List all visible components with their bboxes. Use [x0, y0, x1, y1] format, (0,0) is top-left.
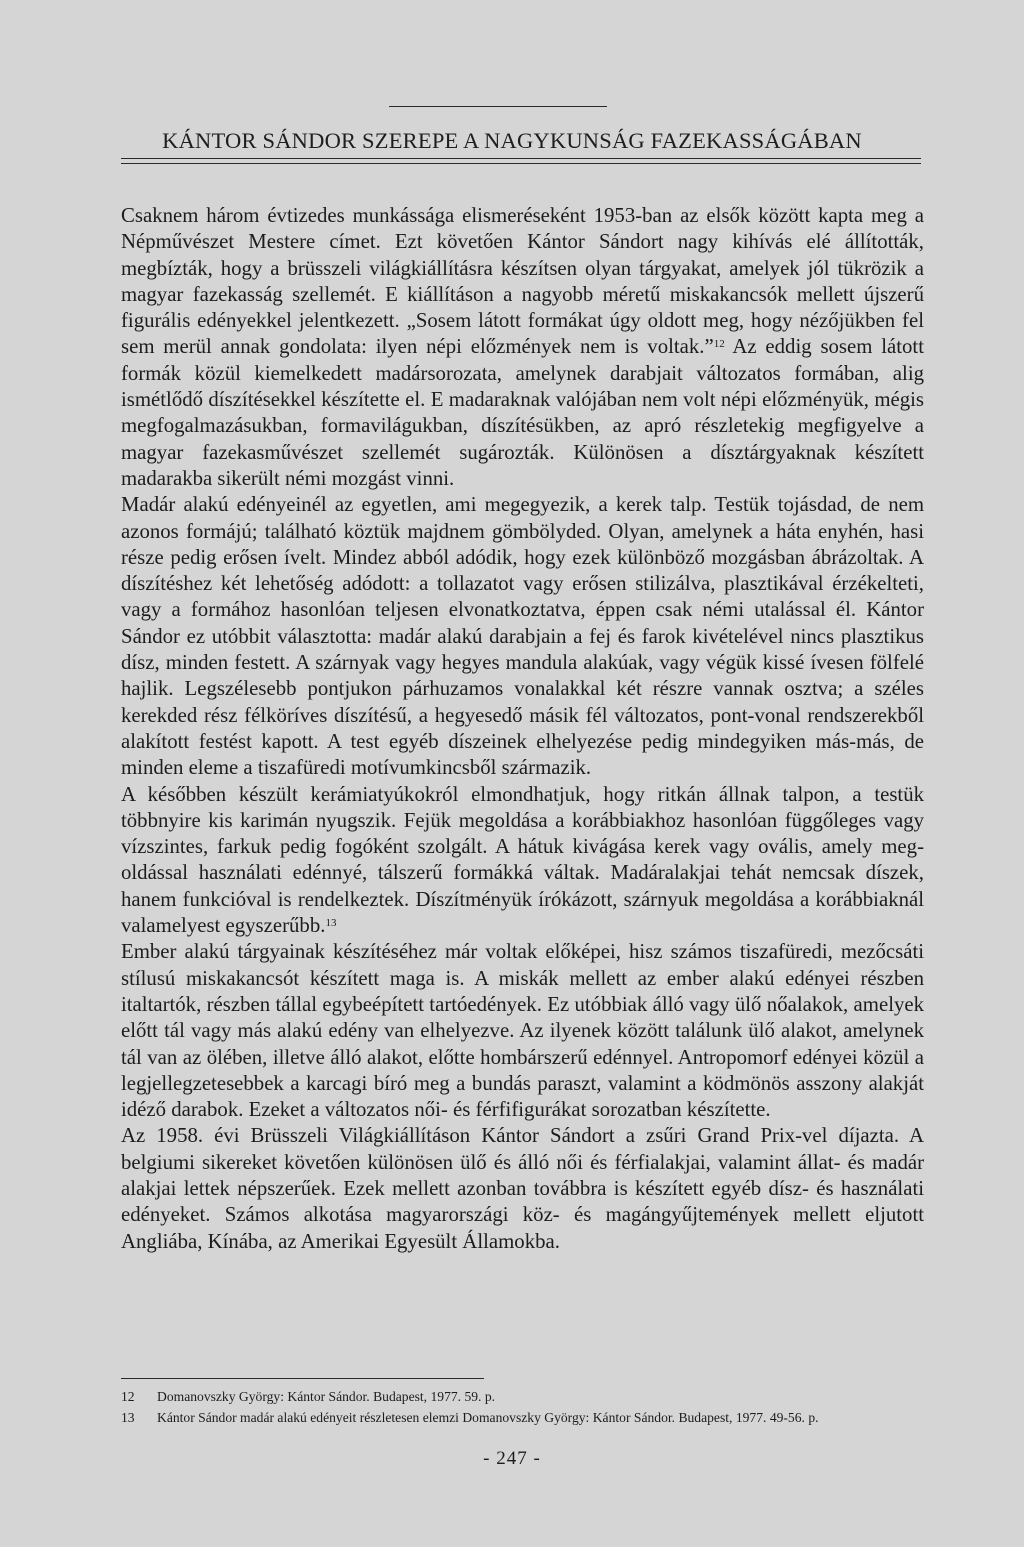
paragraph-2: Madár alakú edényeinél az egyetlen, ami megegyezik, a kerek talp. Testük tojásdad, de nem azonos formájú; található köztük majdnem gömbölyded. Olyan, amelynek a háta enyhén, hasi része pedig erősen ívelt. Mindez abból adódik, hogy ezek különböző mozgásban ábrázoltak. A díszítéshez két lehetőség adódott: a tollazatot vagy erősen stilizálva, plasztikával érzékelteti, vagy a formához hasonlóan teljesen elvonatkoztatva, éppen csak némi utalással él. Kántor Sándor ez utóbbit választotta: madár alakú darabjain a fej és farok kivételével nincs plasztikus dísz, minden festett. A szárnyak vagy hegyes mandula alakúak, vagy végük kissé ívesen fölfelé hajlik. Legszélesebb pontjukon párhuzamos vonalakkal két részre vannak osztva; a széles kerekded rész félköríves díszítésű, a hegyesedő másik fél változatos, pont-vonal rendszerekből alakított festést kapott. A test egyéb díszeinek elhelyezése pedig mindegyiken más-más, de minden eleme a tiszafüredi motívumkincsből származik. — [121, 493, 924, 780]
footnote-number: 13 — [121, 1410, 135, 1425]
paragraph-1 — [121, 203, 924, 492]
header-rule-top — [389, 106, 607, 107]
footnote-12 — [121, 1386, 924, 1407]
paragraph-3 — [121, 782, 924, 940]
footnote-ref-12: 12 — [713, 338, 725, 351]
footnote-13 — [121, 1407, 924, 1428]
paragraph-4: Ember alakú tárgyainak készítéséhez már voltak előképei, hisz számos tiszafüredi, mezőcsáti stílusú miskakancsót készített maga is. A miskák mellett az ember alakú edényei részben italtartók, részben tállal egybeépített tartóedények. Ez utóbbiak álló vagy ülő nőalakok, amelyek előtt tál vagy más alakú edény van elhelyezve. Az ilyenek között találunk ülő alakot, amelynek tál van az ölében, illetve álló alakot, előtte hombárszerű edénnyel. Antropomorf edényei közül a legjellegzetesebbek a karcagi bíró meg a bundás paraszt, valamint a ködmönös asszony alakját idéző darabok. Ezeket a változatos női- és férfifigurákat sorozatban készítette. — [121, 940, 924, 1122]
footnote-ref-13: 13 — [325, 917, 337, 930]
header-double-rule — [121, 158, 921, 164]
body-text — [121, 203, 924, 1255]
footnote-separator — [121, 1378, 484, 1379]
footnote-number: 12 — [121, 1389, 135, 1404]
footnote-text: Kántor Sándor madár alakú edényeit részletesen elemzi Domanovszky György: Kántor Sándor. Budapest, 1977. 49-56. p. — [157, 1410, 819, 1425]
page-number: - 247 - — [483, 1448, 541, 1469]
footnote-text: Domanovszky György: Kántor Sándor. Budapest, 1977. 59. p. — [157, 1389, 496, 1404]
footnotes — [121, 1386, 924, 1428]
paragraph-1-text: Csaknem három évtizedes munkássága elismeréseként 1953-ban az elsők között kapta meg a Népművészet Mestere címet. Ezt követően Kántor Sándort nagy kihívás elé állították, megbízták, hogy a brüsszeli világkiállításra készítsen olyan tárgyakat, amelyek jól tükrözik a magyar fazekasság szellemét. E kiállításon a nagyobb méretű miskakancsók mellett újszerű figurális edényekkel jelentkezett. „Sosem látott formákat úgy oldott meg, hogy nézőjükben fel sem merül annak gondolata: ilyen népi előzmények nem is voltak.” — [121, 204, 924, 359]
paragraph-1-tail: Az eddig sosem látott formák közül kiemelkedett madársorozata, amelynek darabjait változatos formában, alig ismétlődő díszítésekkel készítette el. E madaraknak valójában nem volt népi előzményük, mégis megfogalmazásukban, formavilágukban, díszítésükben, az apró részletekig megfigyelve a magyar fazekasművészet szellemét sugározták. Különösen a dísztárgyaknak készített madarakba sikerült némi mozgást vinni. — [121, 335, 924, 490]
paragraph-5: Az 1958. évi Brüsszeli Világkiállításon Kántor Sándort a zsűri Grand Prix-vel díjazta. A belgiumi sikereket követően különösen ülő és álló női és férfialakjai, valamint állat- és madár alakjai lettek népszerűek. Ezek mellett azonban továbbra is készített egyéb dísz- és használati edényeket. Számos alkotása magyarországi köz- és magángyűjtemények mellett eljutott Angliába, Kínába, az Amerikai Egyesült Államokba. — [121, 1124, 924, 1253]
paragraph-3-text: A későbben készült kerámiatyúkokról elmondhatjuk, hogy ritkán állnak talpon, a testük többnyire kis karimán nyugszik. Fejük megoldása a korábbiakhoz hasonlóan függőleges vagy vízszintes, farkuk pedig fogóként szolgált. A hátuk kivágása kerek vagy ovális, amely megoldással használati edénnyé, tálszerű formákká váltak. Madáralakjai tehát nemcsak díszek, hanem funkcióval is rendelkeztek. Díszítményük írókázott, szárnyuk megoldása a korábbiaknál valamelyest egyszerűbb. — [121, 782, 924, 938]
running-title: KÁNTOR SÁNDOR SZEREPE A NAGYKUNSÁG FAZEKASSÁGÁBAN — [162, 128, 862, 153]
